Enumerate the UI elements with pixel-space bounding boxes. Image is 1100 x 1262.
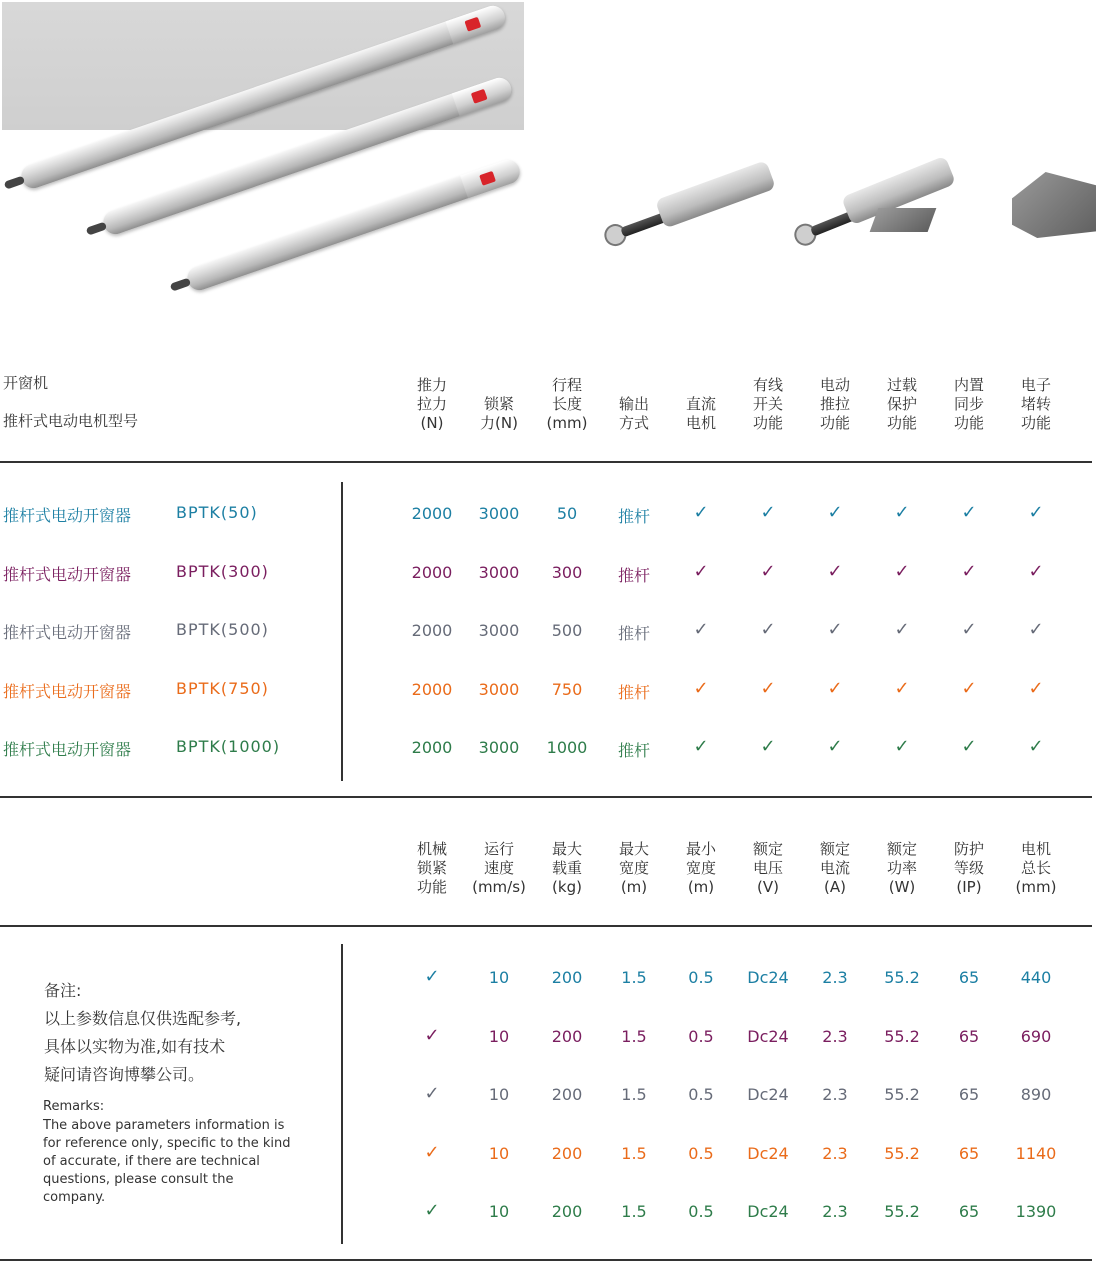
cell-length: 890 xyxy=(1020,1085,1052,1104)
check-icon: ✓ xyxy=(1028,736,1044,757)
cell-max-width: 1.5 xyxy=(621,1027,647,1046)
check-icon: ✓ xyxy=(1028,678,1044,699)
cell-voltage: Dc24 xyxy=(747,968,789,987)
cell-push: 2000 xyxy=(411,738,453,757)
header-speed: 运行 速度 (mm/s) xyxy=(472,840,526,896)
header-current: 额定 电流 (A) xyxy=(819,840,850,896)
check-icon: ✓ xyxy=(827,619,843,640)
row-model: BPTK(750) xyxy=(176,679,269,698)
cell-output: 推杆 xyxy=(617,624,650,643)
check-icon: ✓ xyxy=(894,678,910,699)
header-ip: 防护 等级 (IP) xyxy=(953,840,984,896)
cell-power: 55.2 xyxy=(884,1144,920,1163)
rod-tip xyxy=(4,176,26,190)
cell-max-width: 1.5 xyxy=(621,1085,647,1104)
check-icon: ✓ xyxy=(693,678,709,699)
row-name: 推杆式电动开窗器 xyxy=(3,623,132,642)
check-icon: ✓ xyxy=(894,736,910,757)
check-icon: ✓ xyxy=(424,1083,440,1104)
header-power: 额定 功率 (W) xyxy=(886,840,917,896)
cell-current: 2.3 xyxy=(822,968,848,987)
divider xyxy=(0,461,1092,463)
cell-current: 2.3 xyxy=(822,1202,848,1221)
check-icon: ✓ xyxy=(424,1025,440,1046)
cell-current: 2.3 xyxy=(822,1144,848,1163)
check-icon: ✓ xyxy=(827,561,843,582)
cell-power: 55.2 xyxy=(884,968,920,987)
cell-power: 55.2 xyxy=(884,1085,920,1104)
header-max-load: 最大 载重 (kg) xyxy=(551,840,582,896)
cell-stroke: 1000 xyxy=(546,738,588,757)
cell-speed: 10 xyxy=(488,1202,510,1221)
row-model: BPTK(50) xyxy=(176,503,258,522)
check-icon: ✓ xyxy=(894,561,910,582)
notes-line: 疑问请咨询博攀公司。 xyxy=(44,1065,205,1084)
check-icon: ✓ xyxy=(1028,502,1044,523)
check-icon: ✓ xyxy=(827,678,843,699)
cell-lock: 3000 xyxy=(478,504,520,523)
header-stall: 电子 堵转 功能 xyxy=(1020,376,1051,432)
cell-min-width: 0.5 xyxy=(688,968,714,987)
cell-lock: 3000 xyxy=(478,680,520,699)
cell-lock: 3000 xyxy=(478,563,520,582)
check-icon: ✓ xyxy=(961,678,977,699)
cell-max-width: 1.5 xyxy=(621,968,647,987)
row-model: BPTK(500) xyxy=(176,620,269,639)
row-name: 推杆式电动开窗器 xyxy=(3,682,132,701)
cell-length: 1390 xyxy=(1015,1202,1057,1221)
cell-output: 推杆 xyxy=(617,507,650,526)
cell-push: 2000 xyxy=(411,504,453,523)
header-electric-push: 电动 推拉 功能 xyxy=(819,376,850,432)
header-min-width: 最小 宽度 (m) xyxy=(685,840,716,896)
row-model: BPTK(300) xyxy=(176,562,269,581)
check-icon: ✓ xyxy=(693,561,709,582)
header-overload: 过载 保护 功能 xyxy=(886,376,917,432)
cell-length: 440 xyxy=(1020,968,1052,987)
cell-ip: 65 xyxy=(958,1027,980,1046)
cell-stroke: 750 xyxy=(551,680,583,699)
check-icon: ✓ xyxy=(424,1142,440,1163)
cell-voltage: Dc24 xyxy=(747,1202,789,1221)
remarks-title: Remarks: xyxy=(43,1099,105,1114)
check-icon: ✓ xyxy=(693,736,709,757)
table1-title: 开窗机 xyxy=(3,374,49,392)
rod-tip xyxy=(170,278,192,292)
row-model: BPTK(1000) xyxy=(176,737,281,756)
notes-title: 备注: xyxy=(44,981,82,1000)
cell-stroke: 50 xyxy=(556,504,578,523)
cell-voltage: Dc24 xyxy=(747,1144,789,1163)
check-icon: ✓ xyxy=(693,502,709,523)
cell-output: 推杆 xyxy=(617,741,650,760)
check-icon: ✓ xyxy=(827,502,843,523)
cell-output: 推杆 xyxy=(617,683,650,702)
cell-output: 推杆 xyxy=(617,566,650,585)
cell-speed: 10 xyxy=(488,1027,510,1046)
check-icon: ✓ xyxy=(961,561,977,582)
cell-power: 55.2 xyxy=(884,1027,920,1046)
remarks-body: The above parameters information is for reference only, specific to the kind of accurate, if there are technical questions, please consult the company. xyxy=(43,1118,291,1205)
row-name: 推杆式电动开窗器 xyxy=(3,506,132,525)
cell-ip: 65 xyxy=(958,968,980,987)
header-push-force: 推力 拉力 (N) xyxy=(416,376,447,432)
cell-speed: 10 xyxy=(488,968,510,987)
cell-speed: 10 xyxy=(488,1144,510,1163)
header-voltage: 额定 电压 (V) xyxy=(752,840,783,896)
cell-stroke: 300 xyxy=(551,563,583,582)
check-icon: ✓ xyxy=(1028,619,1044,640)
cell-min-width: 0.5 xyxy=(688,1144,714,1163)
cell-length: 690 xyxy=(1020,1027,1052,1046)
divider xyxy=(0,796,1092,798)
header-sync: 内置 同步 功能 xyxy=(953,376,984,432)
check-icon: ✓ xyxy=(961,736,977,757)
cell-min-width: 0.5 xyxy=(688,1027,714,1046)
rod-tip xyxy=(86,222,108,236)
header-length: 电机 总长 (mm) xyxy=(1015,840,1057,896)
mounting-bracket xyxy=(1012,172,1096,238)
cell-ip: 65 xyxy=(958,1202,980,1221)
cell-push: 2000 xyxy=(411,680,453,699)
divider xyxy=(341,944,343,1244)
check-icon: ✓ xyxy=(961,502,977,523)
cell-length: 1140 xyxy=(1015,1144,1057,1163)
cell-lock: 3000 xyxy=(478,621,520,640)
divider xyxy=(341,482,343,781)
header-wired-switch: 有线 开关 功能 xyxy=(752,376,783,432)
check-icon: ✓ xyxy=(693,619,709,640)
cell-power: 55.2 xyxy=(884,1202,920,1221)
header-dc-motor: 直流 电机 xyxy=(685,395,716,432)
cell-voltage: Dc24 xyxy=(747,1027,789,1046)
cell-lock: 3000 xyxy=(478,738,520,757)
cell-stroke: 500 xyxy=(551,621,583,640)
cell-max-width: 1.5 xyxy=(621,1202,647,1221)
cell-push: 2000 xyxy=(411,563,453,582)
check-icon: ✓ xyxy=(894,502,910,523)
check-icon: ✓ xyxy=(1028,561,1044,582)
notes-line: 以上参数信息仅供选配参考, xyxy=(44,1009,242,1028)
cell-current: 2.3 xyxy=(822,1027,848,1046)
cell-load: 200 xyxy=(551,968,583,987)
cell-max-width: 1.5 xyxy=(621,1144,647,1163)
row-name: 推杆式电动开窗器 xyxy=(3,565,132,584)
divider xyxy=(0,1259,1092,1261)
check-icon: ✓ xyxy=(760,502,776,523)
header-output: 输出 方式 xyxy=(618,395,649,432)
row-name: 推杆式电动开窗器 xyxy=(3,740,132,759)
check-icon: ✓ xyxy=(827,736,843,757)
check-icon: ✓ xyxy=(894,619,910,640)
check-icon: ✓ xyxy=(760,678,776,699)
check-icon: ✓ xyxy=(760,619,776,640)
header-stroke: 行程 长度 (mm) xyxy=(546,376,588,432)
cell-push: 2000 xyxy=(411,621,453,640)
header-lock-force: 锁紧 力(N) xyxy=(480,395,518,432)
check-icon: ✓ xyxy=(961,619,977,640)
check-icon: ✓ xyxy=(760,736,776,757)
cell-ip: 65 xyxy=(958,1144,980,1163)
actuator-mount-bracket xyxy=(870,208,937,232)
cell-load: 200 xyxy=(551,1202,583,1221)
cell-min-width: 0.5 xyxy=(688,1085,714,1104)
cell-load: 200 xyxy=(551,1144,583,1163)
cell-voltage: Dc24 xyxy=(747,1085,789,1104)
cell-load: 200 xyxy=(551,1085,583,1104)
header-max-width: 最大 宽度 (m) xyxy=(618,840,649,896)
divider xyxy=(0,925,1092,927)
check-icon: ✓ xyxy=(424,966,440,987)
header-mech-lock: 机械 锁紧 功能 xyxy=(416,840,447,896)
cell-load: 200 xyxy=(551,1027,583,1046)
actuator-with-clevis xyxy=(604,174,773,236)
cell-min-width: 0.5 xyxy=(688,1202,714,1221)
check-icon: ✓ xyxy=(424,1200,440,1221)
actuator-body xyxy=(655,160,776,229)
notes-line: 具体以实物为准,如有技术 xyxy=(44,1037,226,1056)
cell-speed: 10 xyxy=(488,1085,510,1104)
cell-ip: 65 xyxy=(958,1085,980,1104)
cell-current: 2.3 xyxy=(822,1085,848,1104)
table1-subtitle: 推杆式电动电机型号 xyxy=(3,412,139,430)
check-icon: ✓ xyxy=(760,561,776,582)
